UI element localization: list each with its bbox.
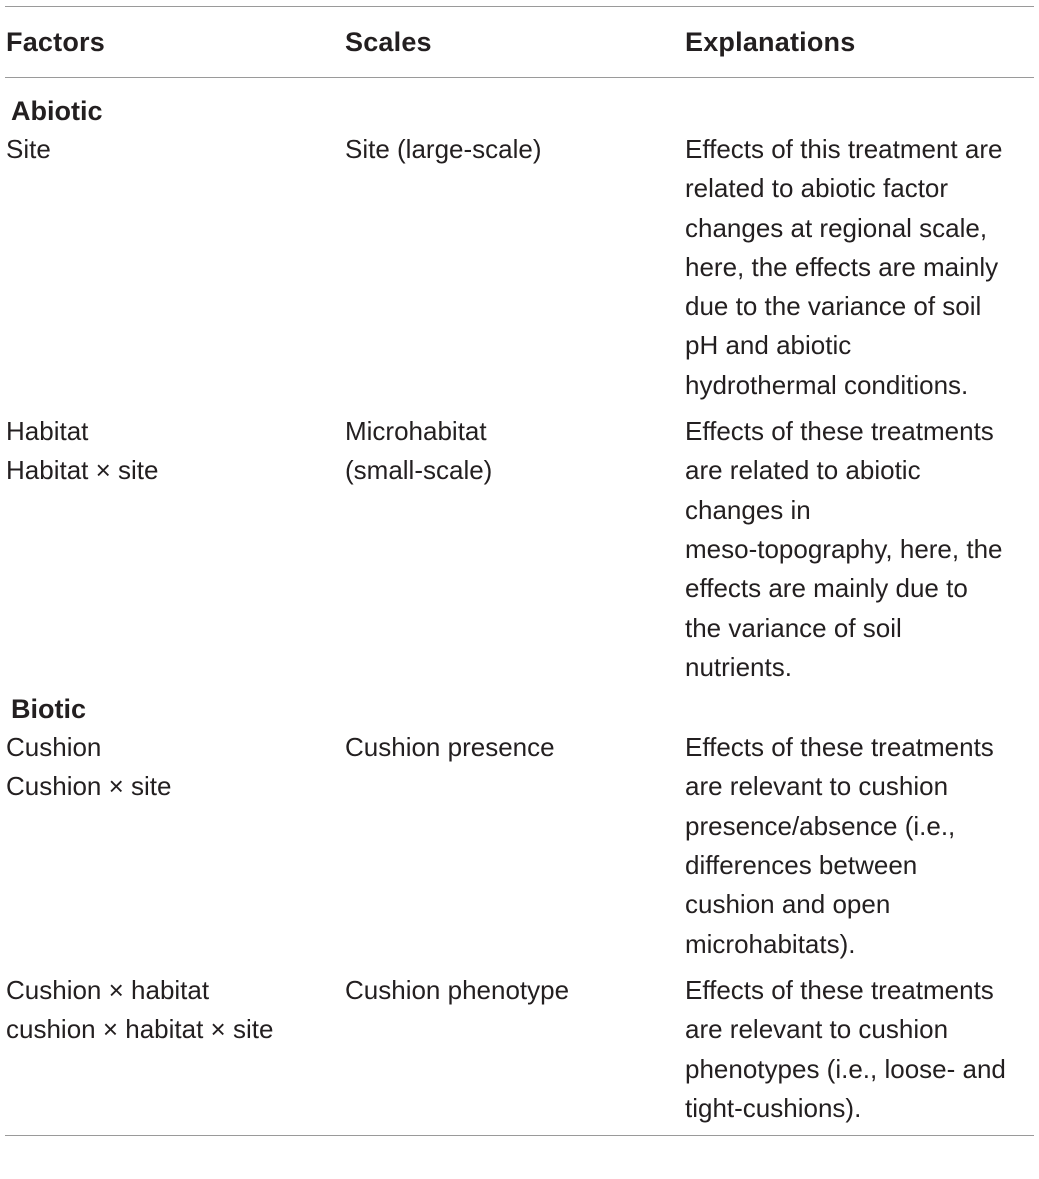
explanation-cell-line: cushion and open: [685, 889, 891, 920]
section-title-biotic: Biotic: [11, 694, 87, 725]
scales-cell-line: (small-scale): [345, 455, 493, 486]
explanation-cell: [685, 728, 1034, 964]
explanation-cell-line: phenotypes (i.e., loose- and: [685, 1053, 1006, 1084]
table-body: [5, 78, 1034, 1128]
explanation-cell-line: hydrothermal conditions.: [685, 369, 969, 400]
factors-cell: [5, 728, 345, 964]
section-title-abiotic: Abiotic: [11, 96, 103, 126]
explanation-cell-line: are relevant to cushion: [685, 1014, 949, 1045]
explanation-cell-line: Effects of these treatments: [685, 974, 994, 1005]
table-row: [5, 412, 1034, 687]
header-factors: Factors: [6, 26, 105, 57]
explanation-cell-line: changes at regional scale,: [685, 212, 988, 243]
scales-cell: [345, 971, 685, 1128]
explanation-cell-line: microhabitats).: [685, 928, 856, 959]
explanation-cell-line: nutrients.: [685, 651, 792, 682]
explanation-cell-line: changes in: [685, 494, 811, 525]
scales-cell: [345, 728, 685, 964]
explanation-cell-line: are relevant to cushion: [685, 771, 949, 802]
explanation-cell: [685, 412, 1034, 687]
table-row: [5, 130, 1034, 405]
explanation-cell-line: meso-topography, here, the: [685, 533, 1003, 564]
scales-cell: [345, 130, 685, 405]
scales-cell-line: Cushion phenotype: [345, 974, 570, 1005]
factors-cell: [5, 130, 345, 405]
explanation-cell: [685, 971, 1034, 1128]
factors-table: [5, 6, 1034, 1136]
explanation-cell-line: due to the variance of soil: [685, 291, 982, 322]
scales-cell: [345, 412, 685, 687]
explanation-cell: [685, 130, 1034, 405]
factors-cell-line: cushion × habitat × site: [6, 1014, 274, 1045]
explanation-cell-line: here, the effects are mainly: [685, 251, 999, 282]
explanation-cell-line: Effects of this treatment are: [685, 134, 1003, 164]
explanation-cell-line: differences between: [685, 850, 918, 881]
factors-cell-line: Cushion × habitat: [6, 974, 210, 1005]
factors-cell: [5, 971, 345, 1128]
factors-cell-line: Cushion: [6, 732, 102, 763]
factors-cell-line: Cushion × site: [6, 771, 172, 802]
explanation-cell-line: related to abiotic factor: [685, 173, 949, 204]
table-header: [5, 7, 1034, 77]
factors-cell: [5, 412, 345, 687]
factors-cell-line: Habitat: [6, 416, 89, 447]
explanation-cell-line: pH and abiotic: [685, 330, 852, 361]
explanation-cell-line: Effects of these treatments: [685, 732, 994, 763]
explanation-cell-line: effects are mainly due to: [685, 573, 968, 604]
explanation-cell-line: are related to abiotic: [685, 455, 921, 486]
table-row: [5, 971, 1034, 1128]
explanation-cell-line: presence/absence (i.e.,: [685, 810, 956, 841]
bottom-rule: [5, 1135, 1034, 1136]
header-scales: Scales: [345, 26, 432, 57]
explanation-cell-line: tight-cushions).: [685, 1092, 862, 1123]
explanation-cell-line: Effects of these treatments: [685, 416, 994, 447]
scales-cell-line: Microhabitat: [345, 416, 487, 447]
header-explanations: Explanations: [685, 26, 856, 57]
factors-cell-line: Site: [6, 134, 51, 164]
scales-cell-line: Site (large-scale): [345, 134, 542, 164]
scales-cell-line: Cushion presence: [345, 732, 555, 763]
explanation-cell-line: the variance of soil: [685, 612, 902, 643]
factors-cell-line: Habitat × site: [6, 455, 159, 486]
table-row: [5, 728, 1034, 964]
